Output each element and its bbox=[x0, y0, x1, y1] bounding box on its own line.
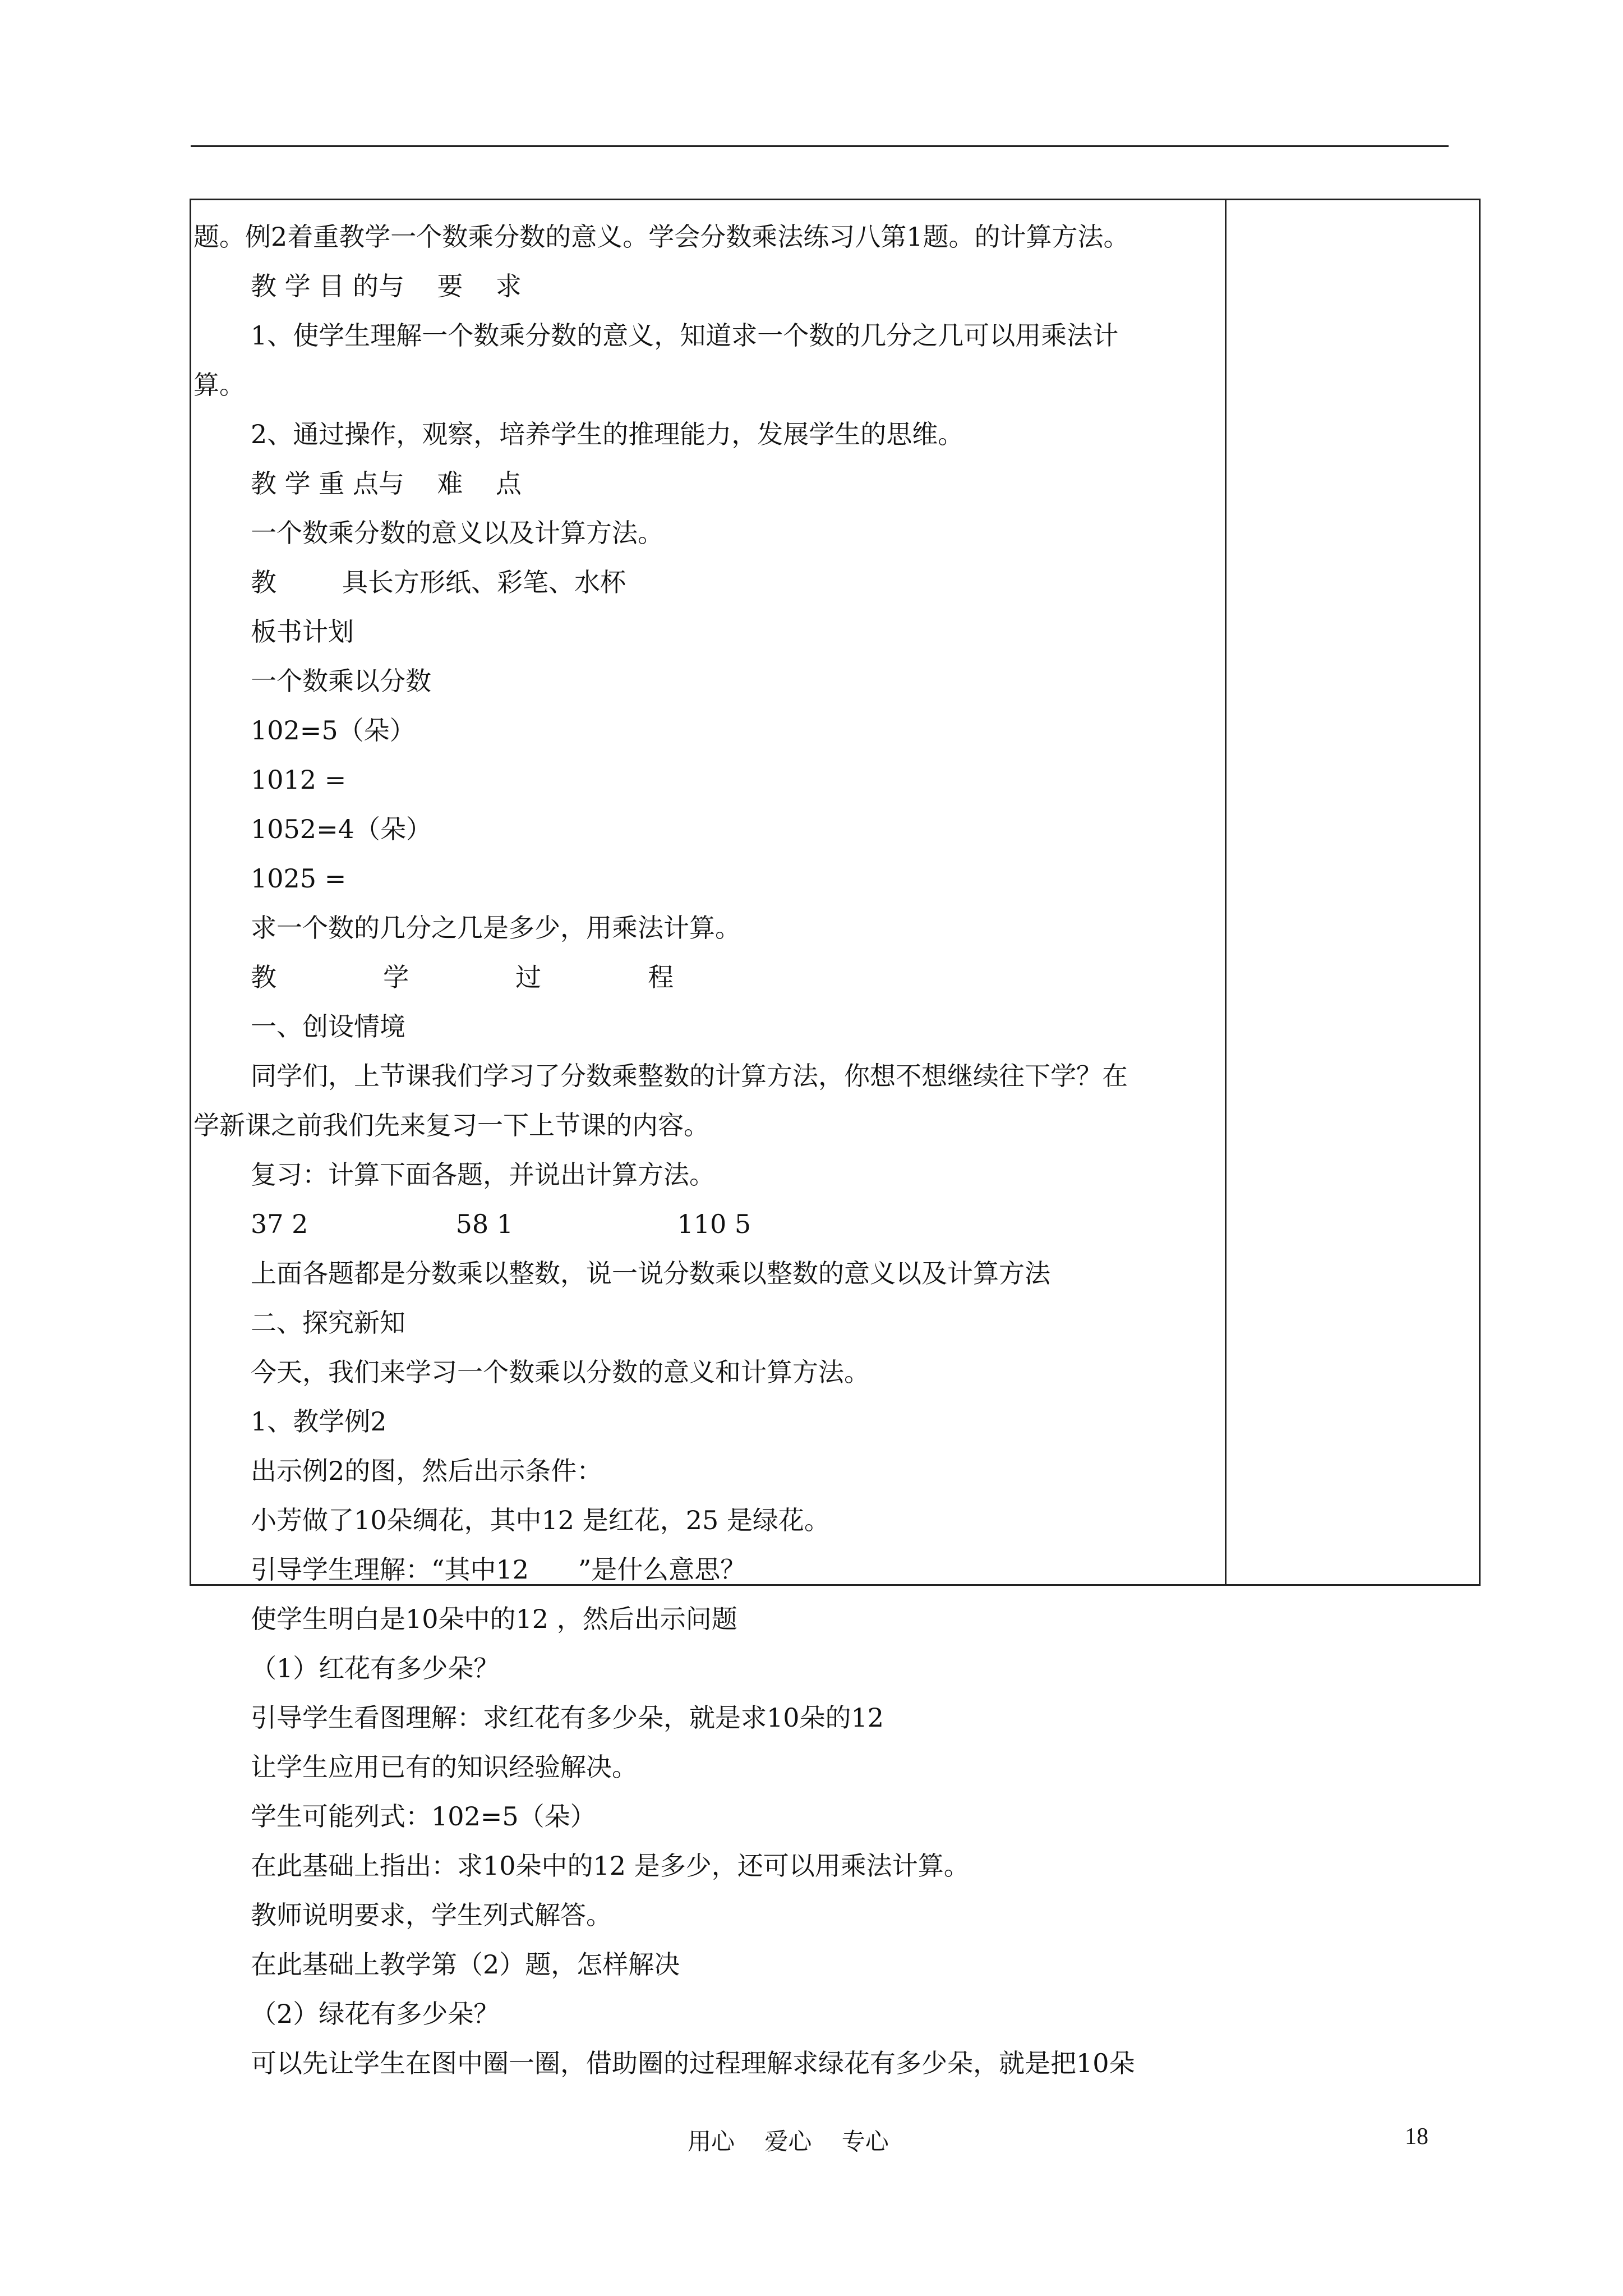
text-line: 上面各题都是分数乘以整数，说一说分数乘以整数的意义以及计算方法 bbox=[251, 1258, 1050, 1289]
text-line: 1、使学生理解一个数乘分数的意义，知道求一个数的几分之几可以用乘法计 bbox=[251, 320, 1119, 351]
section-heading-objectives: 教 学 目 的与 要 求 bbox=[251, 271, 522, 301]
page-number: 18 bbox=[1405, 2124, 1428, 2150]
text-line: 在此基础上指出：求10朵中的12 是多少，还可以用乘法计算。 bbox=[251, 1851, 970, 1881]
text-line: 引导学生理解：“其中12 ”是什么意思？ bbox=[251, 1554, 746, 1585]
section-heading-board-plan: 板书计划 bbox=[251, 616, 354, 647]
section-heading-process: 教 学 过 程 bbox=[251, 962, 674, 992]
text-line: 同学们，上节课我们学习了分数乘整数的计算方法，你想不想继续往下学？在 bbox=[251, 1061, 1128, 1091]
text-line: 出示例2的图，然后出示条件： bbox=[251, 1456, 603, 1486]
text-line: 一个数乘以分数 bbox=[251, 666, 431, 696]
text-line: 算。 bbox=[193, 370, 245, 400]
text-line: （1）红花有多少朵？ bbox=[251, 1653, 500, 1683]
text-line: 1、教学例2 bbox=[251, 1406, 387, 1437]
exercise-line: 37 2 58 1 110 5 bbox=[251, 1209, 751, 1239]
text-line: 教师说明要求，学生列式解答。 bbox=[251, 1900, 612, 1930]
text-line: 使学生明白是10朵中的12 ，然后出示问题 bbox=[251, 1604, 737, 1634]
text-line: 在此基础上教学第（2）题，怎样解决 bbox=[251, 1949, 680, 1980]
text-line: 引导学生看图理解：求红花有多少朵，就是求10朵的12 bbox=[251, 1703, 884, 1733]
text-line: 求一个数的几分之几是多少，用乘法计算。 bbox=[251, 913, 741, 943]
section-heading-key-points: 教 学 重 点与 难 点 bbox=[251, 468, 522, 499]
text-line: 让学生应用已有的知识经验解决。 bbox=[251, 1752, 638, 1782]
equation-line: 1025 = bbox=[251, 863, 347, 894]
text-line: 教 具长方形纸、彩笔、水杯 bbox=[251, 567, 626, 597]
text-line: 今天，我们来学习一个数乘以分数的意义和计算方法。 bbox=[251, 1357, 870, 1387]
equation-line: 1012 = bbox=[251, 765, 347, 795]
equation-line: 102=5（朵） bbox=[251, 715, 416, 746]
text-line: 小芳做了10朵绸花，其中12 是红花，25 是绿花。 bbox=[251, 1505, 830, 1535]
text-line: 可以先让学生在图中圈一圈，借助圈的过程理解求绿花有多少朵，就是把10朵 bbox=[251, 2048, 1135, 2078]
text-line: 二、探究新知 bbox=[251, 1308, 405, 1338]
column-divider bbox=[1225, 199, 1227, 1586]
text-line: 一、创设情境 bbox=[251, 1011, 405, 1042]
lesson-plan-text bbox=[193, 212, 1223, 2088]
text-line: 复习：计算下面各题，并说出计算方法。 bbox=[251, 1159, 715, 1190]
equation-line: 1052=4（朵） bbox=[251, 814, 432, 844]
footer-motto: 用心 爱心 专心 bbox=[688, 2128, 889, 2155]
text-line: （2）绿花有多少朵？ bbox=[251, 1999, 500, 2029]
text-line: 一个数乘分数的意义以及计算方法。 bbox=[251, 518, 663, 548]
header-rule bbox=[191, 145, 1449, 147]
text-line: 学新课之前我们先来复习一下上节课的内容。 bbox=[193, 1110, 709, 1140]
text-line: 题。例2着重教学一个数乘分数的意义。学会分数乘法练习八第1题。的计算方法。 bbox=[193, 222, 1129, 252]
text-line: 学生可能列式：102=5（朵） bbox=[251, 1801, 596, 1832]
text-line: 2、通过操作，观察，培养学生的推理能力，发展学生的思维。 bbox=[251, 419, 964, 449]
